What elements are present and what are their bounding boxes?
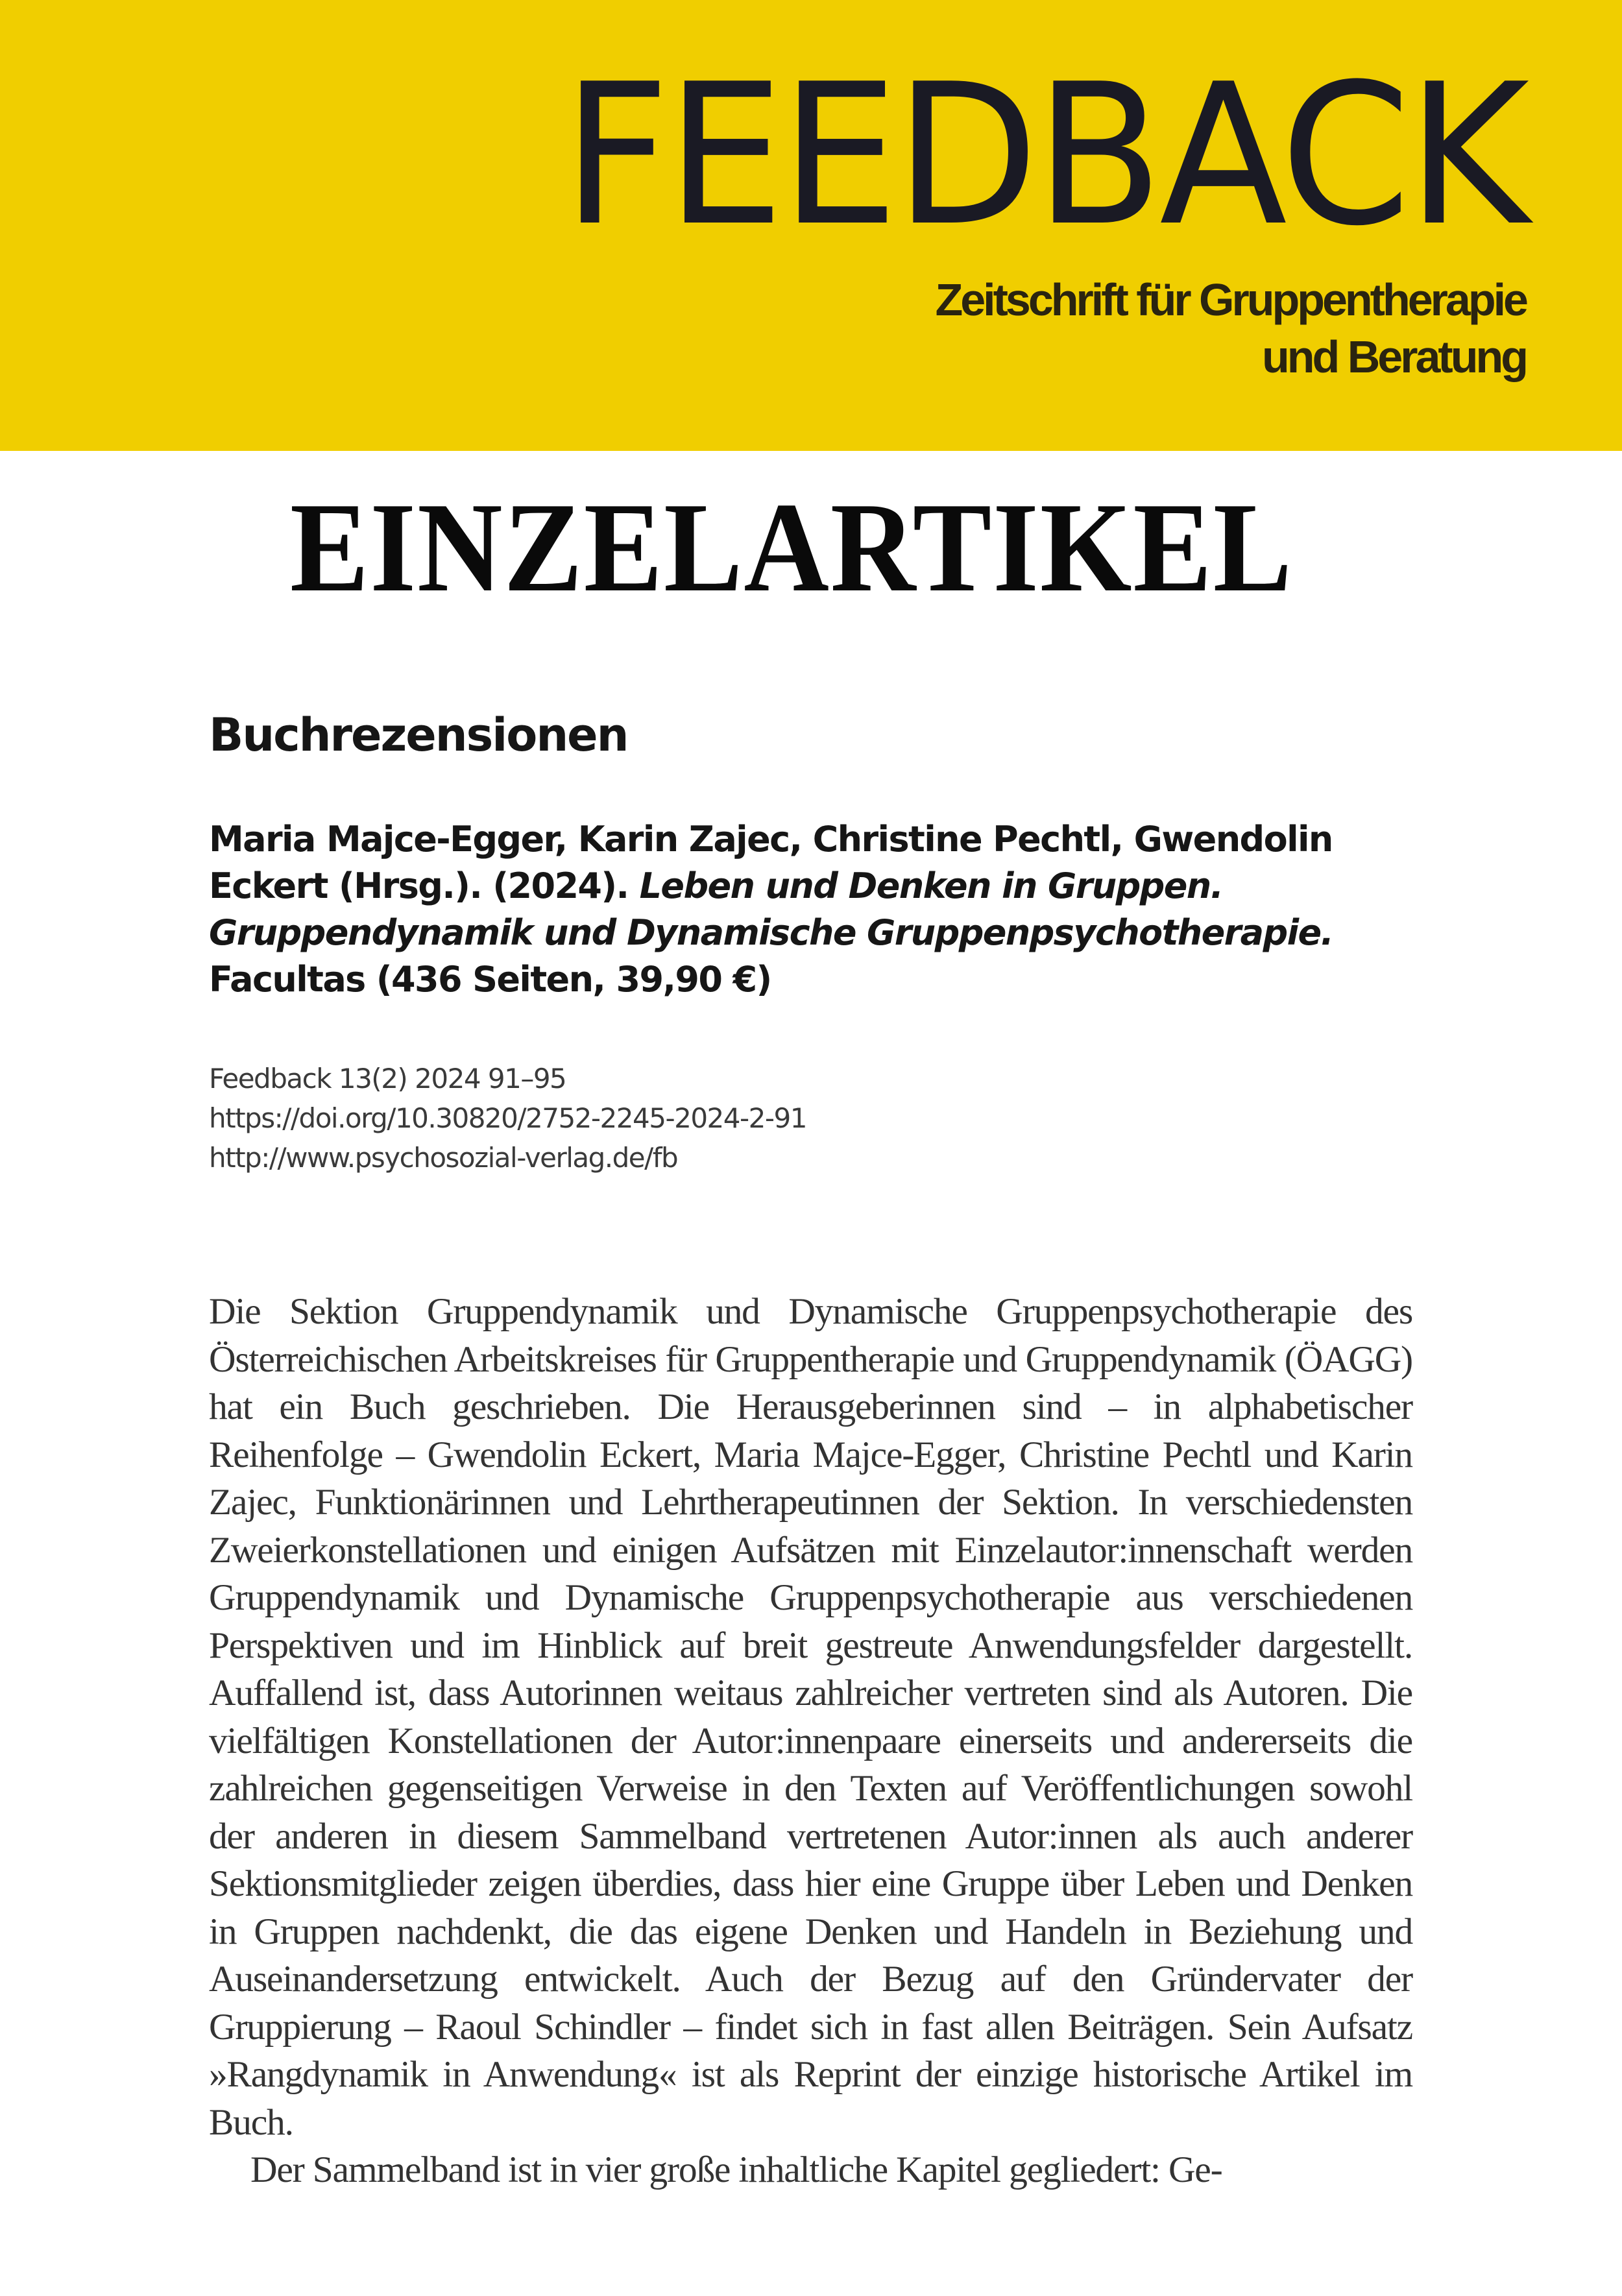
section-title: Buchrezensionen <box>209 708 628 762</box>
article-meta <box>209 1059 806 1178</box>
citation-authors: Maria Majce-Egger, Karin Zajec, Christine Pechtl, Gwendolin Eckert (Hrsg.). (2024). <box>209 819 1333 906</box>
body-paragraph: Der Sammelband ist in vier große inhaltliche Kapitel gegliedert: Ge- <box>250 2149 1222 2190</box>
body-paragraph: Die Sektion Gruppendynamik und Dynamische Gruppenpsychotherapie des Österreichischen Arbeitskreises für Gruppentherapie und Gruppendynamik (ÖAGG) hat ein Buch geschrieben. Die Herausgeberinnen sind – in alphabetischer Reihenfolge – Gwendolin Eckert, Maria Majce-Egger, Christine Pechtl und Karin Zajec, Funktionärinnen und Lehrtherapeutinnen der Sektion. In verschiedensten Zweierkonstellationen und einigen Aufsätzen mit Einzelautor:innenschaft werden Gruppendynamik und Dynamische Gruppenpsychotherapie aus verschiedenen Perspektiven und im Hinblick auf breit gestreute Anwendungsfelder dargestellt. Auffallend ist, dass Autorinnen weitaus zahlreicher vertreten sind als Autoren. Die vielfältigen Konstellationen der Autor:innenpaare einerseits und andererseits die zahlreichen gegenseitigen Verweise in den Texten auf Veröffentlichungen sowohl der anderen in diesem Sammelband vertretenen Autor:innen als auch anderer Sektionsmitglieder zeigen überdies, dass hier eine Gruppe über Leben und Denken in Gruppen nachdenkt, die das eigene Denken und Handeln in Beziehung und Auseinandersetzung entwickelt. Auch der Bezug auf den Gründervater der Gruppierung – Raoul Schindler – findet sich in fast allen Beiträgen. Sein Aufsatz »Rangdynamik in Anwendung« ist als Reprint der einzige historische Artikel im Buch. <box>209 1291 1412 2143</box>
book-citation <box>209 816 1416 1003</box>
review-body <box>209 1288 1412 2194</box>
doi-link[interactable]: https://doi.org/10.30820/2752-2245-2024-2-91 <box>209 1102 806 1134</box>
journal-name: FEEDBACK <box>563 42 1526 269</box>
journal-subtitle <box>935 271 1526 385</box>
citation-book-title: Leben und Denken in Gruppen. Gruppendynamik und Dynamische Gruppenpsychotherapie. <box>209 865 1333 953</box>
journal-subtitle-line-1: Zeitschrift für Gruppentherapie <box>935 274 1526 325</box>
citation-publisher: Facultas (436 Seiten, 39,90 €) <box>209 959 771 1000</box>
article-type-label: EINZELARTIKEL <box>289 476 1294 618</box>
publisher-website-link[interactable]: http://www.psychosozial-verlag.de/fb <box>209 1142 678 1174</box>
journal-subtitle-line-2: und Beratung <box>1262 332 1526 382</box>
journal-reference: Feedback 13(2) 2024 91–95 <box>209 1063 566 1094</box>
journal-masthead <box>0 0 1622 451</box>
